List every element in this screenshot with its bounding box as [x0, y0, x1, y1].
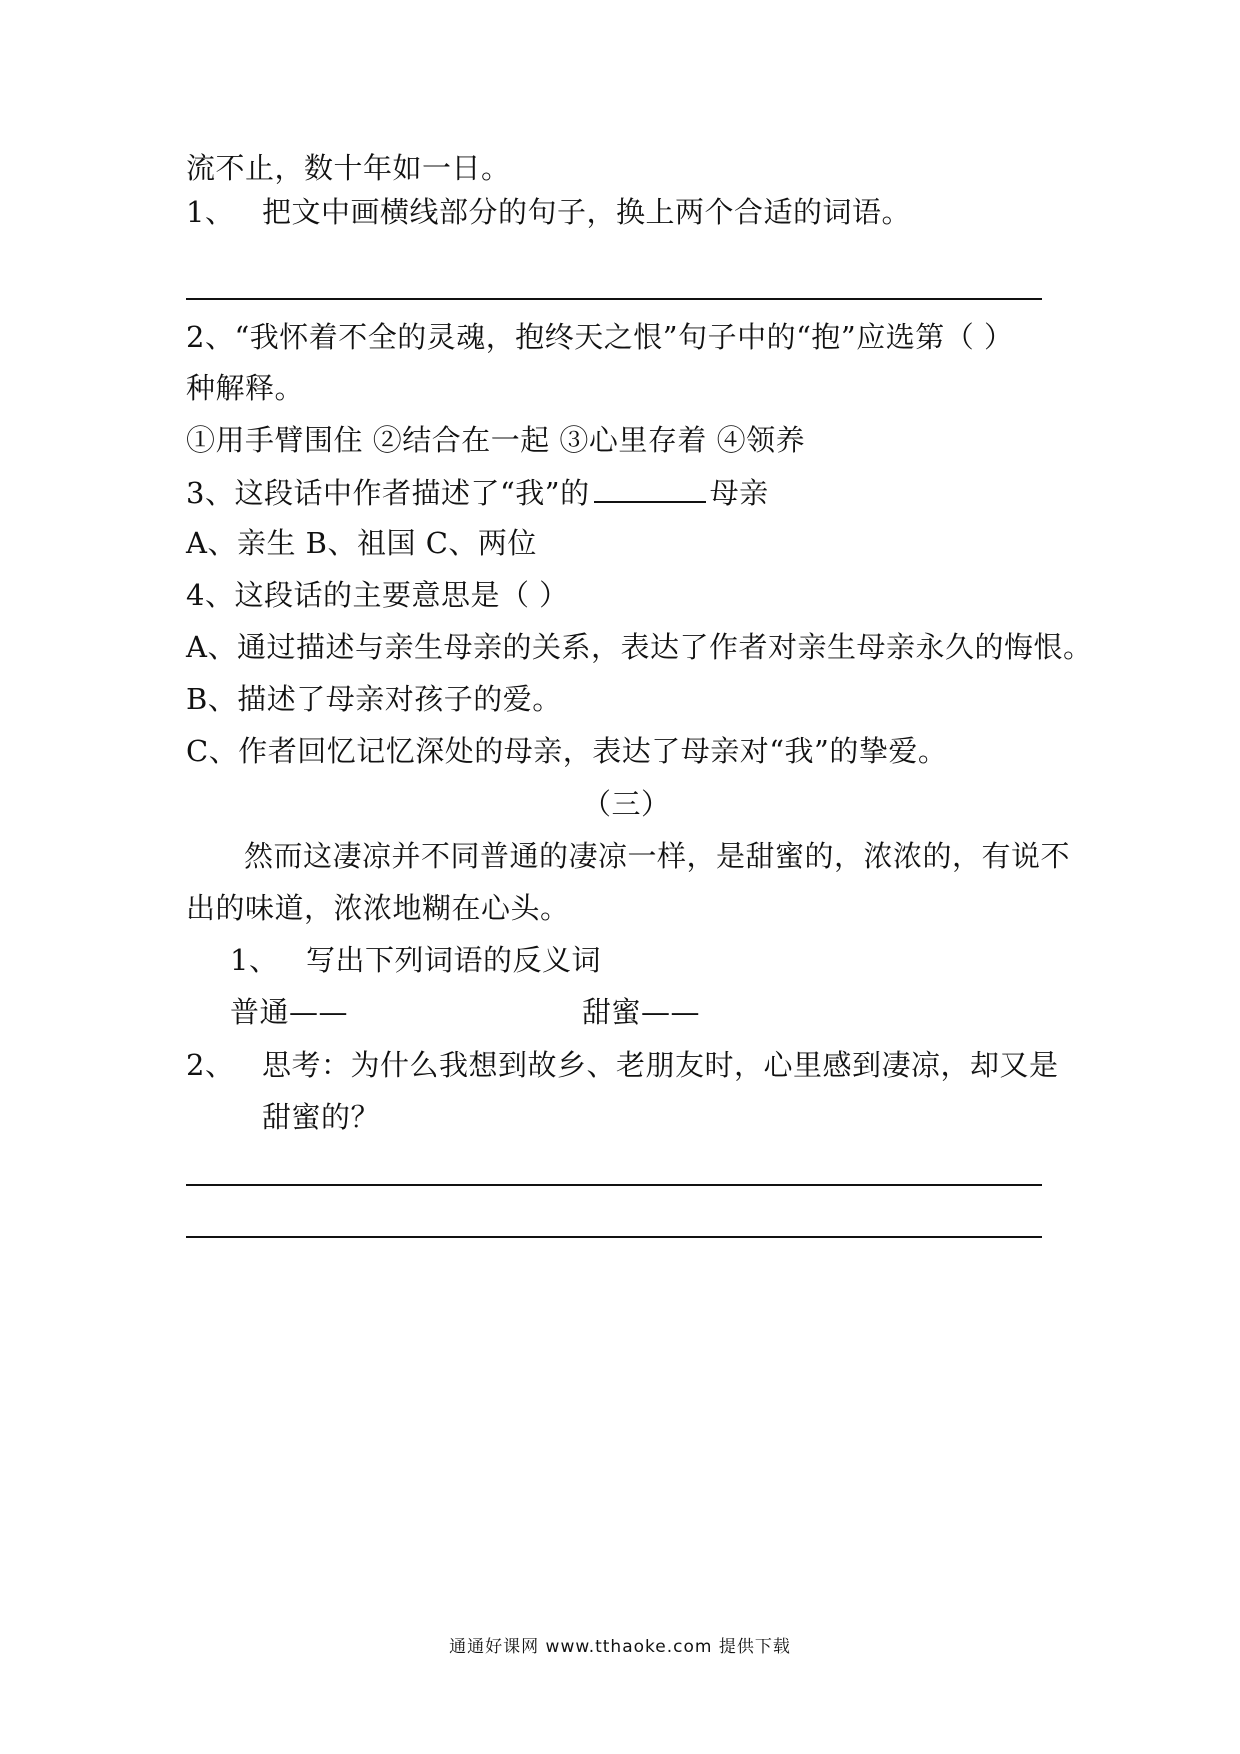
fill-blank[interactable] [594, 471, 706, 503]
p2-question-1 [186, 192, 911, 232]
section-heading: （三） [582, 787, 671, 821]
p2-question-3-options: A、亲生 B、祖国 C、两位 [186, 526, 537, 560]
p2-question-4-option-c: C、作者回忆记忆深处的母亲，表达了母亲对“我”的挚爱。 [186, 734, 948, 768]
answer-line[interactable] [186, 298, 1042, 300]
p2-question-2-line2: 种解释。 [186, 371, 305, 405]
p3-text-line1: 然而这凄凉并不同普通的凄凉一样，是甜蜜的，浓浓的，有说不 [244, 839, 1071, 873]
p2-question-4: 4、这段话的主要意思是（ ） [186, 578, 569, 612]
answer-line[interactable] [186, 1184, 1042, 1186]
question-text: 把文中画横线部分的句子，换上两个合适的词语。 [262, 195, 912, 229]
p2-question-4-option-b: B、描述了母亲对孩子的爱。 [186, 682, 562, 716]
question-text: 写出下列词语的反义词 [306, 943, 602, 977]
antonym-2: 甜蜜—— [582, 995, 701, 1029]
p2-question-2-line1: 2、“我怀着不全的灵魂，抱终天之恨”句子中的“抱”应选第（ ） [186, 320, 1014, 354]
question-text: 思考：为什么我想到故乡、老朋友时，心里感到凄凉，却又是 [262, 1048, 1059, 1082]
p3-text-line2: 出的味道，浓浓地糊在心头。 [186, 891, 570, 925]
closing-line: 流不止，数十年如一日。 [186, 151, 511, 185]
question-text-end: 母亲 [709, 476, 769, 510]
question-text: 3、这段话中作者描述了“我”的 [186, 476, 590, 510]
p3-question-2-line2: 甜蜜的？ [262, 1100, 381, 1134]
p2-question-3 [186, 471, 769, 513]
p3-question-2 [186, 1045, 1059, 1085]
question-number: 1、 [230, 943, 279, 977]
answer-line[interactable] [186, 1236, 1042, 1238]
p2-question-4-option-a: A、通过描述与亲生母亲的关系，表达了作者对亲生母亲永久的悔恨。 [186, 630, 1093, 664]
page-footer: 通通好课网 www.tthaoke.com 提供下载 [449, 1637, 791, 1657]
p3-question-1 [230, 940, 601, 980]
p2-question-2-options: ①用手臂围住 ②结合在一起 ③心里存着 ④领养 [186, 423, 806, 457]
question-number: 1、 [186, 195, 235, 229]
antonym-1: 普通—— [230, 995, 349, 1029]
question-number: 2、 [186, 1048, 235, 1082]
